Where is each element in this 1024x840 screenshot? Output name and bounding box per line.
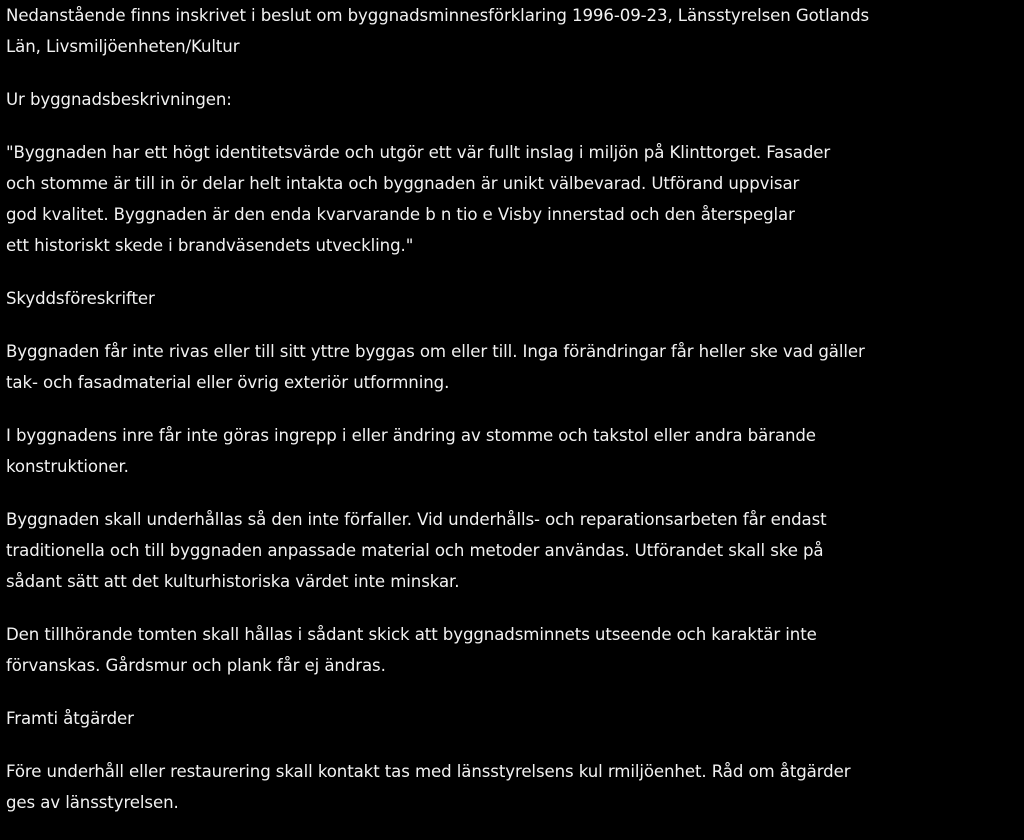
future-line: Före underhåll eller restaurering skall kontakt tas med länsstyrelsens kul rmiljöenhet. Råd om åtgärder [6, 762, 851, 781]
rule-maintenance-paragraph [6, 504, 1022, 597]
quote-line: "Byggnaden har ett högt identitetsvärde och utgör ett vär fullt inslag i miljön på Klinttorget. Fasader [6, 143, 831, 162]
rule-line: förvanskas. Gårdsmur och plank får ej ändras. [6, 656, 386, 675]
rule-interior-paragraph [6, 420, 1022, 482]
rule-line: sådant sätt att det kulturhistoriska värdet inte minskar. [6, 572, 460, 591]
intro-line: Län, Livsmiljöenheten/Kultur [6, 37, 240, 56]
future-line: ges av länsstyrelsen. [6, 793, 179, 812]
protection-heading: Skyddsföreskrifter [6, 289, 155, 308]
intro-paragraph [6, 0, 1022, 62]
quote-line: ett historiskt skede i brandväsendets utveckling." [6, 236, 414, 255]
rule-plot-paragraph [6, 619, 1022, 681]
quote-line: god kvalitet. Byggnaden är den enda kvarvarande b n tio e Visby innerstad och den återspeglar [6, 205, 795, 224]
quote-line: och stomme är till in ör delar helt intakta och byggnaden är unikt välbevarad. Utförand uppvisar [6, 174, 800, 193]
rule-line: tak- och fasadmaterial eller övrig exteriör utformning. [6, 373, 450, 392]
rule-line: Byggnaden får inte rivas eller till sitt yttre byggas om eller till. Inga förändringar får heller ske vad gäller [6, 342, 865, 361]
future-heading: Framti åtgärder [6, 709, 134, 728]
rule-line: I byggnadens inre får inte göras ingrepp i eller ändring av stomme och takstol eller andra bärande [6, 426, 816, 445]
description-heading: Ur byggnadsbeskrivningen: [6, 90, 232, 109]
rule-line: Den tillhörande tomten skall hållas i sådant skick att byggnadsminnets utseende och karaktär inte [6, 625, 817, 644]
document-page [6, 0, 1022, 840]
intro-line: Nedanstående finns inskrivet i beslut om byggnadsminnesförklaring 1996-09-23, Länsstyrelsen Gotlands [6, 6, 870, 25]
rule-line: Byggnaden skall underhållas så den inte förfaller. Vid underhålls- och reparationsarbeten får endast [6, 510, 827, 529]
future-paragraph [6, 756, 1022, 818]
rule-line: traditionella och till byggnaden anpassade material och metoder användas. Utförandet skall ske på [6, 541, 824, 560]
quote-paragraph [6, 137, 1022, 261]
rule-exterior-paragraph [6, 336, 1022, 398]
rule-line: konstruktioner. [6, 457, 129, 476]
